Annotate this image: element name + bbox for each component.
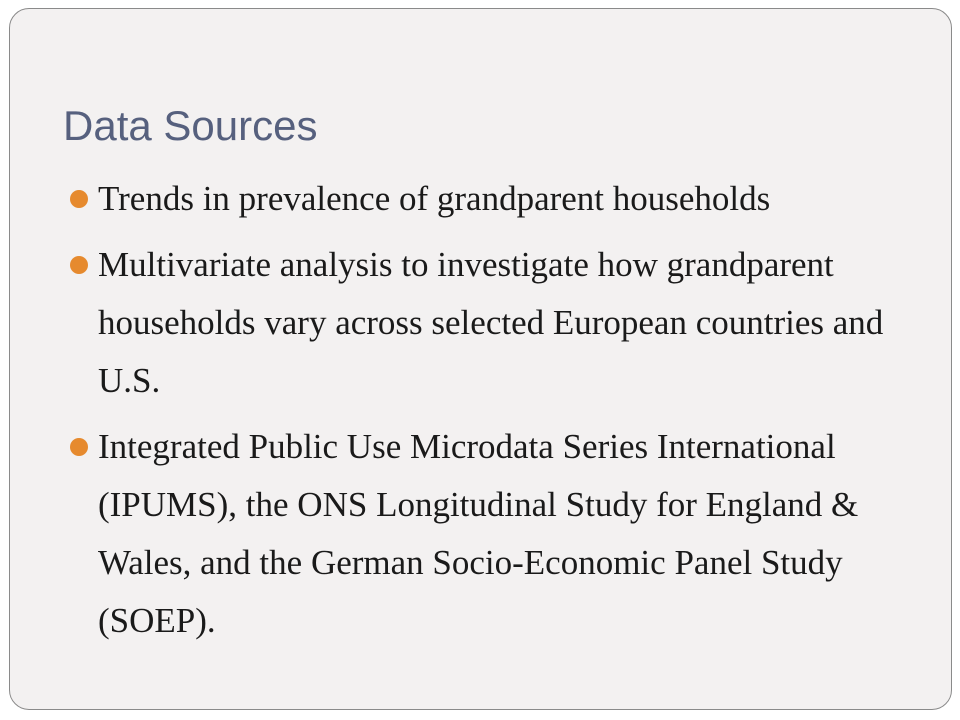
bullet-text: Trends in prevalence of grandparent households [98,179,771,218]
bullet-dot-icon [70,438,88,456]
bullet-item [68,418,908,650]
bullet-text: Multivariate analysis to investigate how grandparent households vary across selected European countries and U.S. [98,245,884,400]
bullet-item [68,236,908,410]
slide-title: Data Sources [63,102,318,149]
bullet-text: Integrated Public Use Microdata Series International (IPUMS), the ONS Longitudinal Study for England & Wales, and the German Socio-Economic Panel Study (SOEP). [98,427,859,640]
bullet-dot-icon [70,256,88,274]
slide-frame [9,8,952,710]
bullet-item [68,170,908,228]
bullet-dot-icon [70,190,88,208]
bullet-list [68,170,908,658]
